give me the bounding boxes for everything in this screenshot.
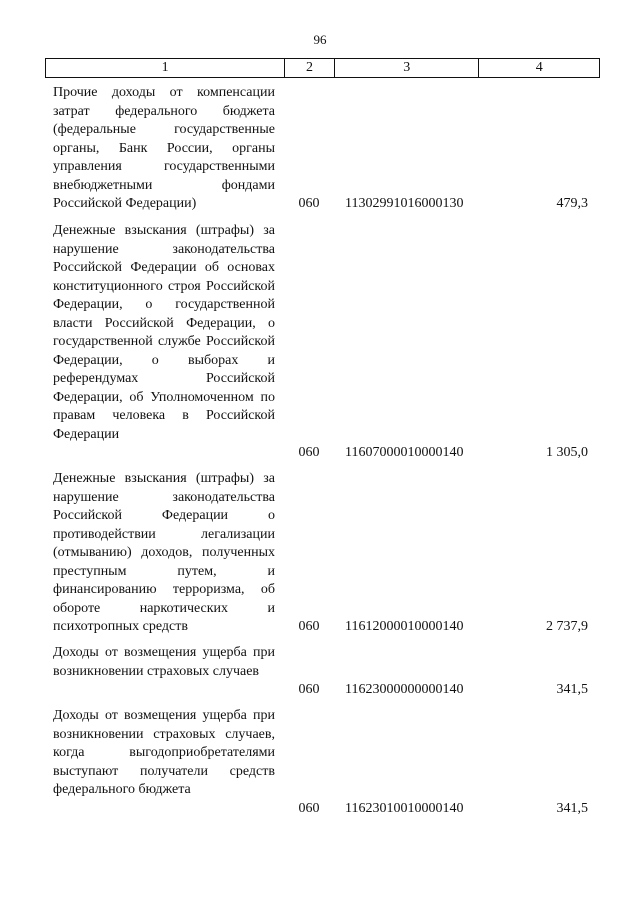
header-col-3: 3 bbox=[335, 59, 479, 77]
header-col-1: 1 bbox=[46, 59, 285, 77]
table-header bbox=[45, 58, 600, 78]
row-description: Денежные взыскания (штрафы) за нарушение законодательства Российской Федерации о противодействии легализации (отмыванию) доходов, полученных преступным путем, и финансированию терроризма, об обороте наркотических и психотропных средств bbox=[53, 471, 275, 634]
row-amount: 2 737,9 bbox=[546, 619, 588, 634]
row-admin-code: 060 bbox=[298, 682, 320, 697]
row-kbk: 11623010010000140 bbox=[345, 801, 464, 816]
row-amount: 341,5 bbox=[556, 682, 588, 697]
row-amount: 341,5 bbox=[556, 801, 588, 816]
row-admin-code: 060 bbox=[298, 801, 320, 816]
row-kbk: 11623000000000140 bbox=[345, 682, 464, 697]
page-number: 96 bbox=[313, 32, 327, 47]
header-col-4: 4 bbox=[535, 60, 543, 75]
row-admin-code: 060 bbox=[298, 445, 320, 460]
row-admin-code: 060 bbox=[298, 619, 320, 634]
row-description: Доходы от возмещения ущерба при возникновении страховых случаев bbox=[53, 645, 275, 679]
header-col-2: 2 bbox=[285, 59, 335, 77]
row-description: Доходы от возмещения ущерба при возникновении страховых случаев, когда выгодоприобретателями выступают получатели средств федерального бюджета bbox=[53, 708, 275, 797]
row-amount: 479,3 bbox=[556, 196, 588, 211]
row-description: Денежные взыскания (штрафы) за нарушение законодательства Российской Федерации об основах конституционного строя Российской Федерации, о государственной власти Российской Федерации, о государственной службе Российской Федерации, о выборах и референдумах Российской Федерации, об Уполномоченном по правам человека в Российской Федерации bbox=[53, 223, 275, 442]
row-kbk: 11607000010000140 bbox=[345, 445, 464, 460]
row-kbk: 11302991016000130 bbox=[345, 196, 464, 211]
row-admin-code: 060 bbox=[298, 196, 320, 211]
row-description: Прочие доходы от компенсации затрат федерального бюджета (федеральные государственные органы, Банк России, органы управления государственными внебюджетными фондами Российской Федерации) bbox=[53, 85, 275, 211]
row-amount: 1 305,0 bbox=[546, 445, 588, 460]
row-kbk: 11612000010000140 bbox=[345, 619, 464, 634]
